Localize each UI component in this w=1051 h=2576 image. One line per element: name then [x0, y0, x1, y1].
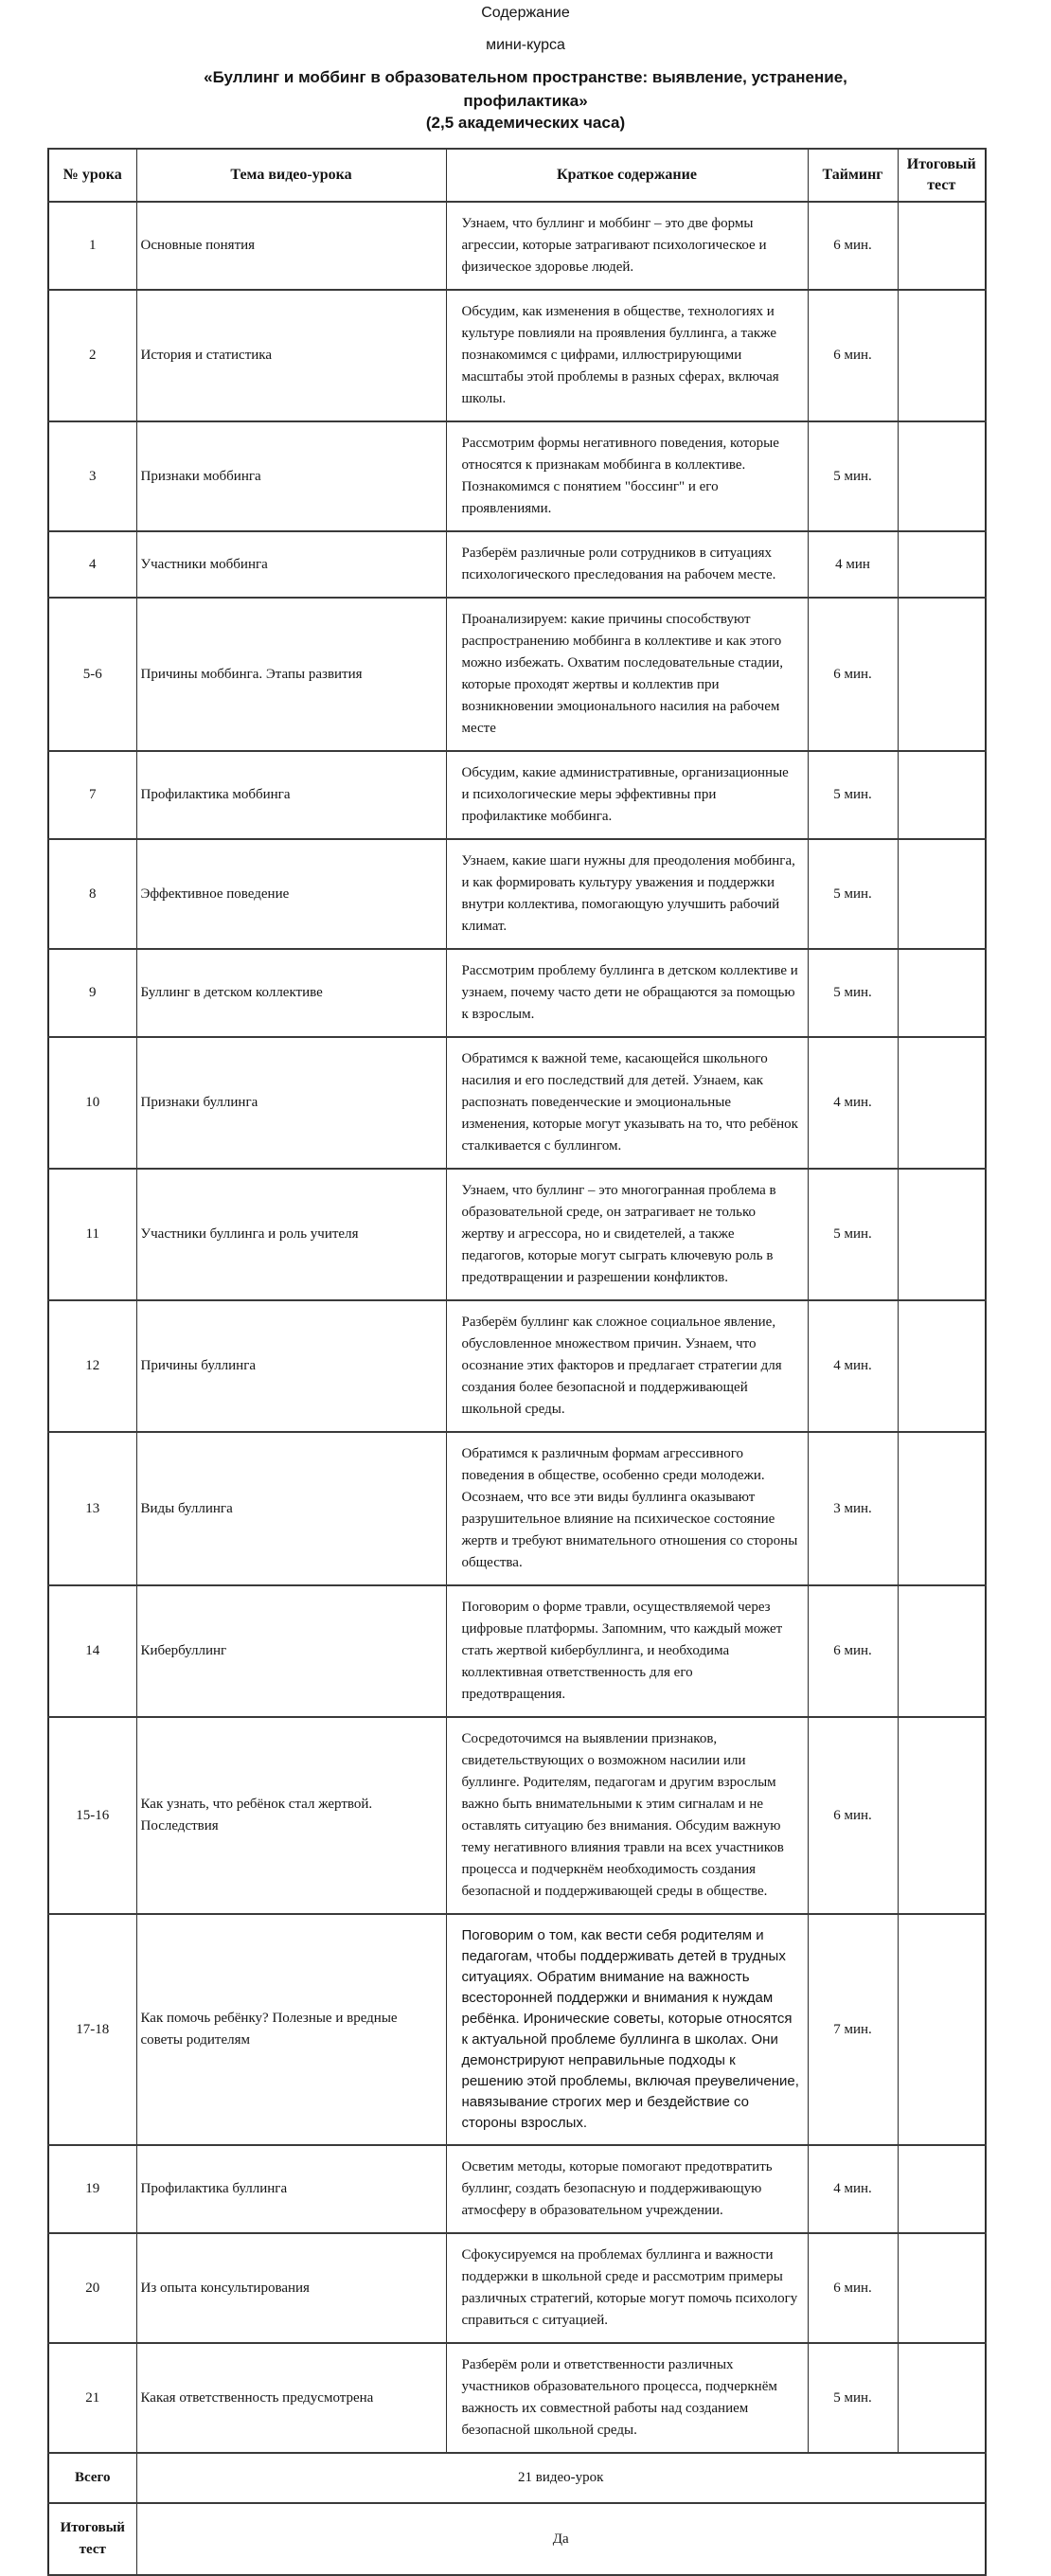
lesson-topic-cell: Участники буллинга и роль учителя — [136, 1169, 446, 1300]
lesson-summary-cell: Разберём роли и ответственности различных участников образовательного процесса, подчеркнём важность их совместной работы над созданием безопасной школьной среды. — [446, 2343, 808, 2453]
lesson-timing-cell: 5 мин. — [808, 949, 898, 1037]
lesson-summary-cell: Рассмотрим проблему буллинга в детском коллективе и узнаем, почему часто дети не обращаются за помощью к взрослым. — [446, 949, 808, 1037]
table-row — [48, 598, 986, 751]
lesson-timing-cell: 4 мин. — [808, 2145, 898, 2233]
table-row — [48, 202, 986, 290]
lesson-number-cell: 14 — [48, 1585, 136, 1717]
lesson-test-cell — [898, 202, 986, 290]
lesson-summary-cell: Рассмотрим формы негативного поведения, которые относятся к признакам моббинга в коллективе. Познакомимся с понятием "боссинг" и его проявлениями. — [446, 421, 808, 531]
lesson-summary-cell: Сосредоточимся на выявлении признаков, свидетельствующих о возможном насилии или буллинге. Родителям, педагогам и другим взрослым важно быть внимательными к этим сигналам и не оставлять ситуацию без внимания. Обсудим важную тему негативного влияния травли на всех участников процесса и подчеркнём необходимость создания безопасной и поддерживающей среды в обществе. — [446, 1717, 808, 1914]
table-row — [48, 290, 986, 421]
lesson-topic-cell: Эффективное поведение — [136, 839, 446, 949]
lesson-number-cell: 5-6 — [48, 598, 136, 751]
lesson-summary-cell: Сфокусируемся на проблемах буллинга и важности поддержки в школьной среде и рассмотрим примеры различных стратегий, которые могут помочь психологу справиться с ситуацией. — [446, 2233, 808, 2343]
final-test-label: Итоговый тест — [48, 2503, 136, 2575]
lesson-timing-cell: 5 мин. — [808, 839, 898, 949]
lesson-topic-cell: Признаки буллинга — [136, 1037, 446, 1169]
lesson-number-cell: 12 — [48, 1300, 136, 1432]
lesson-test-cell — [898, 290, 986, 421]
lesson-timing-cell: 3 мин. — [808, 1432, 898, 1585]
lesson-test-cell — [898, 598, 986, 751]
table-row — [48, 1037, 986, 1169]
lesson-summary-cell: Поговорим о том, как вести себя родителям и педагогам, чтобы поддерживать детей в трудных ситуациях. Обратим внимание на важность всесторонней поддержки и внимания к нуждам ребёнка. Иронические советы, которые относятся к актуальной проблеме буллинга в школах. Они демонстрируют неправильные подходы к решению этой проблемы, включая преувеличение, навязывание строгих мер и бездействие со стороны взрослых. — [446, 1914, 808, 2145]
lesson-timing-cell: 6 мин. — [808, 202, 898, 290]
lesson-timing-cell: 4 мин. — [808, 1037, 898, 1169]
total-row — [48, 2453, 986, 2503]
lesson-summary-cell: Разберём различные роли сотрудников в ситуациях психологического преследования на рабочем месте. — [446, 531, 808, 598]
lesson-summary-cell: Поговорим о форме травли, осуществляемой через цифровые платформы. Запомним, что каждый может стать жертвой кибербуллинга, и необходима коллективная ответственность для его предотвращения. — [446, 1585, 808, 1717]
lesson-number-cell: 21 — [48, 2343, 136, 2453]
lesson-summary-cell: Обсудим, как изменения в обществе, технологиях и культуре повлияли на проявления буллинга, а также познакомимся с цифрами, иллюстрирующими масштабы этой проблемы в разных сферах, включая школы. — [446, 290, 808, 421]
lesson-test-cell — [898, 1169, 986, 1300]
lesson-number-cell: 11 — [48, 1169, 136, 1300]
header-row — [48, 149, 986, 202]
lesson-summary-cell: Разберём буллинг как сложное социальное явление, обусловленное множеством причин. Узнаем, что осознание этих факторов и предлагает стратегии для создания более безопасной и поддерживающей школьной среды. — [446, 1300, 808, 1432]
lesson-number-cell: 2 — [48, 290, 136, 421]
lesson-timing-cell: 6 мин. — [808, 1585, 898, 1717]
document-header — [0, 0, 1051, 133]
lesson-topic-cell: Из опыта консультирования — [136, 2233, 446, 2343]
lesson-topic-cell: Причины моббинга. Этапы развития — [136, 598, 446, 751]
lesson-topic-cell: Как узнать, что ребёнок стал жертвой. Последствия — [136, 1717, 446, 1914]
header-timing: Тайминг — [808, 149, 898, 202]
lesson-number-cell: 3 — [48, 421, 136, 531]
table-row — [48, 1914, 986, 2145]
header-summary: Краткое содержание — [446, 149, 808, 202]
lesson-number-cell: 20 — [48, 2233, 136, 2343]
lesson-test-cell — [898, 949, 986, 1037]
lesson-timing-cell: 6 мин. — [808, 1717, 898, 1914]
lesson-timing-cell: 6 мин. — [808, 290, 898, 421]
table-row — [48, 1717, 986, 1914]
table-row — [48, 421, 986, 531]
lesson-summary-cell: Узнаем, что буллинг – это многогранная проблема в образовательной среде, он затрагивает не только жертву и агрессора, но и свидетелей, а также педагогов, которые могут сыграть ключевую роль в предотвращении и разрешении конфликтов. — [446, 1169, 808, 1300]
header-lesson-number: № урока — [48, 149, 136, 202]
final-test-value: Да — [136, 2503, 986, 2575]
lesson-timing-cell: 7 мин. — [808, 1914, 898, 2145]
lesson-timing-cell: 5 мин. — [808, 2343, 898, 2453]
lesson-test-cell — [898, 531, 986, 598]
lesson-test-cell — [898, 2233, 986, 2343]
lesson-summary-cell: Осветим методы, которые помогают предотвратить буллинг, создать безопасную и поддерживающую атмосферу в образовательном учреждении. — [446, 2145, 808, 2233]
table-row — [48, 1169, 986, 1300]
lesson-topic-cell: Основные понятия — [136, 202, 446, 290]
lesson-topic-cell: Виды буллинга — [136, 1432, 446, 1585]
lesson-timing-cell: 4 мин — [808, 531, 898, 598]
table-row — [48, 1585, 986, 1717]
lesson-topic-cell: Причины буллинга — [136, 1300, 446, 1432]
lesson-number-cell: 7 — [48, 751, 136, 839]
lesson-topic-cell: Признаки моббинга — [136, 421, 446, 531]
lesson-number-cell: 19 — [48, 2145, 136, 2233]
total-value: 21 видео-урок — [136, 2453, 986, 2503]
table-row — [48, 1432, 986, 1585]
lesson-number-cell: 8 — [48, 839, 136, 949]
contents-title: Содержание — [481, 5, 570, 21]
lesson-test-cell — [898, 1037, 986, 1169]
course-title-line-2: профилактика» — [463, 92, 588, 110]
lesson-topic-cell: Буллинг в детском коллективе — [136, 949, 446, 1037]
table-header — [48, 149, 986, 202]
lesson-summary-cell: Проанализируем: какие причины способствуют распространению моббинга в коллективе и как этого можно избежать. Охватим последовательные стадии, которые проходят жертвы и коллектив при возникновении эмоционального насилия на рабочем месте — [446, 598, 808, 751]
lesson-test-cell — [898, 839, 986, 949]
lesson-test-cell — [898, 1300, 986, 1432]
table-row — [48, 531, 986, 598]
lesson-topic-cell: История и статистика — [136, 290, 446, 421]
lesson-summary-cell: Обратимся к важной теме, касающейся школьного насилия и его последствий для детей. Узнаем, как распознать поведенческие и эмоциональные изменения, которые могут указывать на то, что ребёнок сталкивается с буллингом. — [446, 1037, 808, 1169]
lesson-topic-cell: Профилактика моббинга — [136, 751, 446, 839]
lesson-timing-cell: 6 мин. — [808, 598, 898, 751]
lesson-timing-cell: 5 мин. — [808, 1169, 898, 1300]
lesson-number-cell: 17-18 — [48, 1914, 136, 2145]
lesson-topic-cell: Какая ответственность предусмотрена — [136, 2343, 446, 2453]
table-row — [48, 949, 986, 1037]
table-footer — [48, 2453, 986, 2575]
lesson-number-cell: 9 — [48, 949, 136, 1037]
total-label: Всего — [48, 2453, 136, 2503]
lesson-summary-cell: Обсудим, какие административные, организационные и психологические меры эффективны при профилактике моббинга. — [446, 751, 808, 839]
course-title-line-1: «Буллинг и моббинг в образовательном пространстве: выявление, устранение, — [204, 68, 847, 86]
course-duration: (2,5 академических часа) — [425, 114, 626, 132]
lesson-test-cell — [898, 1914, 986, 2145]
lesson-summary-cell: Обратимся к различным формам агрессивного поведения в обществе, особенно среди молодежи. Осознаем, что все эти виды буллинга оказывают разрушительное влияние на психическое состояние жертв и требуют внимательного отношения со стороны общества. — [446, 1432, 808, 1585]
lesson-topic-cell: Участники моббинга — [136, 531, 446, 598]
lesson-test-cell — [898, 751, 986, 839]
table-row — [48, 839, 986, 949]
lesson-number-cell: 15-16 — [48, 1717, 136, 1914]
lesson-number-cell: 10 — [48, 1037, 136, 1169]
lesson-number-cell: 13 — [48, 1432, 136, 1585]
table-row — [48, 1300, 986, 1432]
header-topic: Тема видео-урока — [136, 149, 446, 202]
course-contents-table — [47, 148, 987, 2576]
lesson-timing-cell: 4 мин. — [808, 1300, 898, 1432]
final-test-row — [48, 2503, 986, 2575]
lesson-number-cell: 1 — [48, 202, 136, 290]
lesson-test-cell — [898, 1585, 986, 1717]
lesson-topic-cell: Как помочь ребёнку? Полезные и вредные советы родителям — [136, 1914, 446, 2145]
table-row — [48, 751, 986, 839]
lesson-timing-cell: 5 мин. — [808, 751, 898, 839]
table-row — [48, 2145, 986, 2233]
lesson-timing-cell: 5 мин. — [808, 421, 898, 531]
lesson-topic-cell: Кибербуллинг — [136, 1585, 446, 1717]
lesson-timing-cell: 6 мин. — [808, 2233, 898, 2343]
header-final-test: Итоговый тест — [898, 149, 986, 202]
table-row — [48, 2233, 986, 2343]
contents-subtitle: мини-курса — [486, 37, 565, 53]
lesson-test-cell — [898, 1432, 986, 1585]
lesson-test-cell — [898, 421, 986, 531]
lesson-rows — [48, 202, 986, 2453]
lesson-number-cell: 4 — [48, 531, 136, 598]
lesson-test-cell — [898, 1717, 986, 1914]
lesson-test-cell — [898, 2145, 986, 2233]
lesson-summary-cell: Узнаем, что буллинг и моббинг – это две формы агрессии, которые затрагивают психологическое и физическое здоровье людей. — [446, 202, 808, 290]
lesson-topic-cell: Профилактика буллинга — [136, 2145, 446, 2233]
lesson-summary-cell: Узнаем, какие шаги нужны для преодоления моббинга, и как формировать культуру уважения и поддержки внутри коллектива, помогающую улучшить рабочий климат. — [446, 839, 808, 949]
